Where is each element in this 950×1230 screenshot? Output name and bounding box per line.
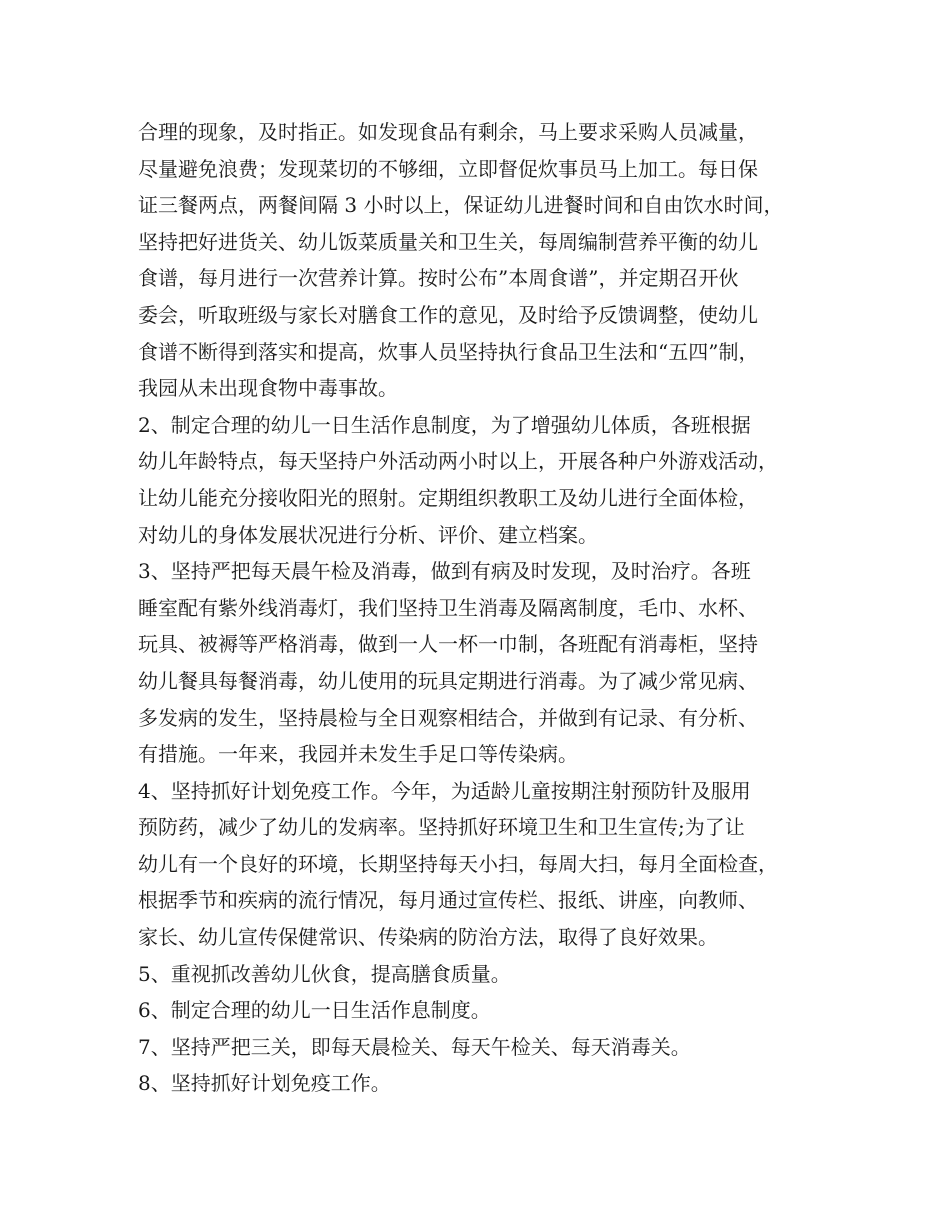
text-line: 有措施。一年来，我园并未发生手足口等传染病。 xyxy=(138,742,578,767)
text-line: 家长、幼儿宣传保健常识、传染病的防治方法，取得了良好效果。 xyxy=(138,925,718,950)
text-line: 睡室配有紫外线消毒灯，我们坚持卫生消毒及隔离制度，毛巾、水杯、 xyxy=(138,595,758,620)
text-line: 3、坚持严把每天晨午检及消毒，做到有病及时发现，及时治疗。各班 xyxy=(138,559,751,584)
text-line: 证三餐两点，两餐间隔 3 小时以上，保证幼儿进餐时间和自由饮水时间， xyxy=(138,193,784,218)
text-line: 幼儿年龄特点，每天坚持户外活动两小时以上，开展各种户外游戏活动， xyxy=(138,449,778,474)
text-line: 8、坚持抓好计划免疫工作。 xyxy=(138,1071,391,1096)
text-line: 幼儿餐具每餐消毒，幼儿使用的玩具定期进行消毒。为了减少常见病、 xyxy=(138,668,758,693)
text-line: 5、重视抓改善幼儿伙食，提高膳食质量。 xyxy=(138,961,511,986)
text-line: 根据季节和疾病的流行情况，每月通过宣传栏、报纸、讲座，向教师、 xyxy=(138,888,758,913)
text-line: 预防药，减少了幼儿的发病率。坚持抓好环境卫生和卫生宣传;为了让 xyxy=(138,815,745,840)
text-line: 尽量避免浪费；发现菜切的不够细，立即督促炊事员马上加工。每日保 xyxy=(138,156,758,181)
text-line: 2、制定合理的幼儿一日生活作息制度，为了增强幼儿体质，各班根据 xyxy=(138,412,751,437)
text-line: 合理的现象，及时指正。如发现食品有剩余，马上要求采购人员减量， xyxy=(138,120,758,144)
text-line: 坚持把好进货关、幼儿饭菜质量关和卫生关，每周编制营养平衡的幼儿 xyxy=(138,229,758,254)
text-line: 对幼儿的身体发展状况进行分析、评价、建立档案。 xyxy=(138,522,598,547)
text-line: 7、坚持严把三关，即每天晨检关、每天午检关、每天消毒关。 xyxy=(138,1034,691,1059)
text-line: 玩具、被褥等严格消毒，做到一人一杯一巾制，各班配有消毒柜，坚持 xyxy=(138,632,758,657)
text-line: 食谱，每月进行一次营养计算。按时公布”本周食谱”，并定期召开伙 xyxy=(138,266,739,291)
text-line: 多发病的发生，坚持晨检与全日观察相结合，并做到有记录、有分析、 xyxy=(138,705,758,730)
text-line: 幼儿有一个良好的环境，长期坚持每天小扫，每周大扫，每月全面检查， xyxy=(138,851,778,876)
text-line: 委会，听取班级与家长对膳食工作的意见，及时给予反馈调整，使幼儿 xyxy=(138,302,758,327)
text-line: 6、制定合理的幼儿一日生活作息制度。 xyxy=(138,998,491,1023)
text-line: 让幼儿能充分接收阳光的照射。定期组织教职工及幼儿进行全面体检， xyxy=(138,485,758,510)
text-line: 食谱不断得到落实和提高，炊事人员坚持执行食品卫生法和“五四”制， xyxy=(138,339,759,364)
text-line: 4、坚持抓好计划免疫工作。今年，为适龄儿童按期注射预防针及服用 xyxy=(138,778,751,803)
document-body xyxy=(138,114,838,1102)
text-line: 我园从未出现食物中毒事故。 xyxy=(138,376,398,401)
